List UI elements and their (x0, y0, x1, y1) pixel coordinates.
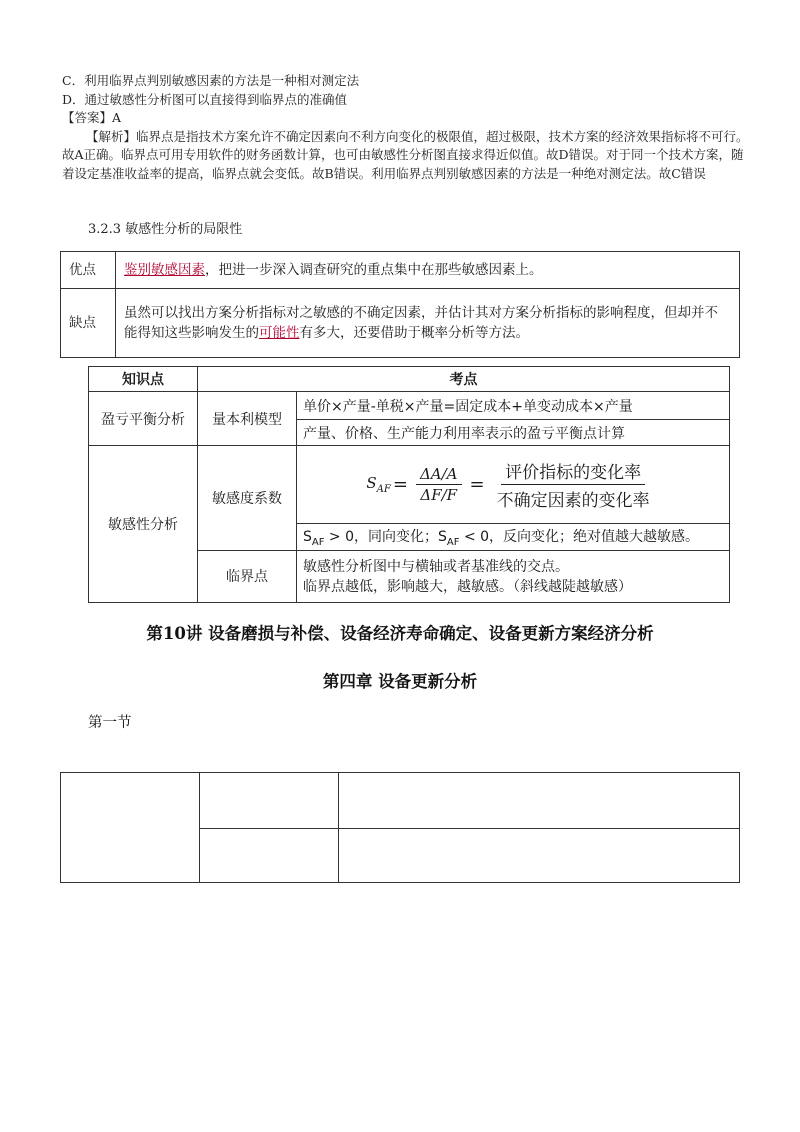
formula-cell (297, 446, 730, 524)
sign-subscript-2: AF (446, 536, 460, 548)
empty-cell-b1 (200, 773, 339, 829)
section-one-heading: 第一节 (88, 715, 132, 731)
option-c: C．利用临界点判别敏感因素的方法是一种相对测定法 (62, 73, 360, 88)
empty-cell-b2 (200, 829, 339, 883)
critical-line-2: 临界点越低，影响越大，越敏感。（斜线越陡越敏感） (303, 579, 632, 596)
summary-header-row (89, 367, 730, 392)
answer-label: 【答案】 (62, 110, 113, 126)
analysis-text: 临界点是指技术方案允许不确定因素向不利方向变化的极限值，超过极限，技术方案的经济效果指标将不可行。故A正确。临界点可用专用软件的财务函数计算，也可由敏感性分析图直接求得近似值。故D错误。对于同一个技术方案，随着设定基准收益率的提高，临界点就会变低。故B错误。利用临界点判别敏感因素的方法是一种绝对测定法。故C错误 (62, 128, 749, 181)
model-note: 产量、价格、生产能力利用率表示的盈亏平衡点计算 (297, 420, 730, 446)
equals-sign-1: = (392, 474, 408, 495)
formula-fraction (416, 465, 462, 504)
sign-symbol-2: S (438, 529, 447, 545)
sign-symbol-1: S (303, 529, 312, 545)
lecture-title: 第10讲 设备磨损与补偿、设备经济寿命确定、设备更新方案经济分析 (146, 624, 654, 643)
critical-line-1: 敏感性分析图中与横轴或者基准线的交点。 (303, 559, 569, 576)
formula-lhs-symbol: S (366, 474, 377, 492)
pros-label: 优点 (61, 252, 116, 289)
empty-table (60, 772, 740, 883)
pros-row (61, 252, 740, 289)
pros-link[interactable]: 鉴别敏感因素 (124, 262, 205, 278)
sign-subscript-1: AF (311, 536, 325, 548)
critical-content (297, 550, 730, 602)
pros-content (116, 252, 740, 289)
cons-content (116, 289, 740, 358)
fraction-numerator: ΔA/A (416, 465, 462, 485)
sensitivity-row-1 (89, 446, 730, 524)
sensitivity-formula (303, 461, 723, 509)
critical-label: 临界点 (198, 550, 297, 602)
cons-row (61, 289, 740, 358)
header-points: 考点 (198, 367, 730, 392)
cons-link[interactable]: 可能性 (259, 325, 300, 341)
sign-text-1: > 0，同向变化； (324, 529, 439, 545)
empty-row-1 (61, 773, 740, 829)
model-label: 量本利模型 (198, 392, 297, 446)
model-formula: 单价×产量-单税×产量=固定成本+单变动成本×产量 (297, 392, 730, 420)
fraction-denominator: ΔF/F (420, 486, 458, 504)
sign-text-2: < 0，反向变化；绝对值越大越敏感。 (459, 529, 700, 545)
breakeven-cell: 盈亏平衡分析 (89, 392, 198, 446)
sensitivity-cell: 敏感性分析 (89, 446, 198, 603)
answer-line (62, 109, 752, 128)
formula-text-fraction (493, 458, 654, 511)
text-numerator: 评价指标的变化率 (501, 458, 645, 485)
text-denominator: 不确定因素的变化率 (496, 491, 650, 511)
question-block (62, 72, 752, 184)
formula-lhs-subscript: AF (376, 484, 391, 495)
summary-table (88, 366, 730, 603)
empty-cell-c1 (339, 773, 740, 829)
empty-cell-c2 (339, 829, 740, 883)
cons-label: 缺点 (61, 289, 116, 358)
breakeven-row-1 (89, 392, 730, 420)
cons-text-after: 有多大，还要借助于概率分析等方法。 (299, 325, 529, 341)
equals-sign-2: = (469, 474, 485, 495)
pros-text: ，把进一步深入调查研究的重点集中在那些敏感因素上。 (205, 262, 543, 278)
coef-label: 敏感度系数 (198, 446, 297, 551)
chapter-title: 第四章 设备更新分析 (322, 672, 478, 691)
analysis-label: 【解析】 (86, 128, 137, 144)
formula-lhs (366, 474, 390, 495)
option-d: D．通过敏感性分析图可以直接得到临界点的准确值 (62, 91, 348, 107)
sign-rule (297, 524, 730, 551)
cons-text-before: 虽然可以找出方案分析指标对之敏感的不确定因素，并估计其对方案分析指标的影响程度，但却并不能得知这些影响发生的 (124, 305, 718, 341)
section-heading: 3.2.3 敏感性分析的局限性 (88, 222, 243, 237)
empty-cell-a (61, 773, 200, 883)
header-knowledge: 知识点 (89, 367, 198, 392)
analysis-paragraph (62, 128, 752, 184)
answer-value: A (112, 110, 122, 126)
limits-table (60, 251, 740, 358)
